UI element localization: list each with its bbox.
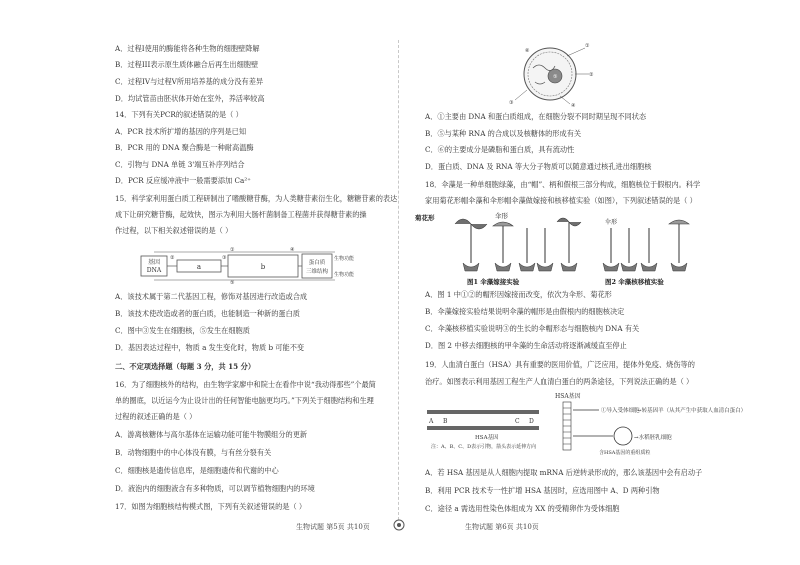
- column-divider: [398, 40, 400, 520]
- nucleus-structure-diagram: [505, 38, 595, 108]
- diagram-side1: 生物功能: [334, 256, 355, 262]
- option-18a: A．图 1 中①②的帽形因嫁接而改变，依次为伞形、菊花形: [425, 290, 612, 299]
- diagram-box3-line2: 三维结构: [305, 269, 329, 275]
- option-18c: C．伞藻核移植实验说明③的生长的伞帽形态与细胞核内 DNA 有关: [425, 324, 640, 333]
- cap-label-3: 伞形: [605, 219, 618, 226]
- page-footer-left: 生物试题 第5页 共10页: [296, 523, 370, 531]
- cap-label-2: 伞形: [495, 212, 508, 220]
- diagram-n4: ④: [290, 247, 295, 253]
- option-16b: B．动物细胞中的中心体没有膜，与有丝分裂有关: [115, 448, 272, 457]
- figure-1-caption: 图1 伞藻嫁接实验: [467, 278, 520, 286]
- cell-label-6: ⑥: [525, 48, 530, 54]
- page-footer-right: 生物试题 第6页 共10页: [465, 523, 539, 531]
- route-1-result: →转基因羊（从其产生中获取人血清白蛋白）: [637, 408, 747, 414]
- hsa-gene-title: HSA基因: [555, 393, 581, 400]
- question-17: 17．如图为细胞核结构模式图，下列有关叙述错误的是（ ）: [115, 502, 307, 511]
- option-13b: B．过程III表示原生质体融合后再生出细胞壁: [115, 60, 259, 69]
- hsa-dna-label: HSA基因: [475, 435, 499, 441]
- question-16-line3: 过程的叙述正确的是（ ）: [115, 412, 197, 421]
- primer-d: D: [529, 418, 534, 425]
- option-14d: D．PCR 反应缓冲液中一般需要添加 Ca²⁺: [115, 176, 251, 185]
- question-15-line1: 15．科学家利用蛋白质工程研制出了嗜酸糖苷酶，为人类糖苷素衍生化，糖糖苷素的表达: [115, 194, 398, 203]
- question-15-line2: 成下让研究糖苷酶，起效快，图示为利用大肠杆菌制备工程菌并获得糖苷素的操: [115, 210, 367, 219]
- cell-label-1: ①: [585, 43, 590, 49]
- cell-label-4: ④: [571, 103, 576, 109]
- option-17a: A．①主要由 DNA 和蛋白质组成，在细胞分裂不同时期呈现不同状态: [425, 112, 647, 121]
- primer-c: C: [515, 418, 520, 425]
- cell-label-3: ③: [509, 100, 514, 106]
- question-18-line2: 家用菊花形帽伞藻和伞形帽伞藻做嫁接和核移植实验（如图），下列叙述错误的是（ ）: [425, 196, 697, 205]
- route-1-label: ①导入受体细胞: [601, 408, 640, 414]
- option-19b: B．利用 PCR 技术专一性扩增 HSA 基因时，应选用图中 A、D 两种引物: [425, 486, 660, 495]
- option-16c: C．细胞核是遗传信息库，是细胞遗传和代谢的中心: [115, 466, 279, 475]
- diagram-box3-line1: 蛋白质: [308, 260, 326, 266]
- option-16d: D．液泡内的细胞液含有多种物质，可以调节植物细胞内的环境: [115, 484, 315, 493]
- option-17b: B．⑤与某种 RNA 的合成以及核糖体的形成有关: [425, 129, 582, 138]
- cap-label-1: 菊花形: [415, 214, 435, 222]
- option-13d: D．均试管苗由胚状体开始在室外，养活率较高: [115, 94, 265, 103]
- option-16a: A．游离核糖体与高尔基体在运输功能可能牛物膜组分的更新: [115, 430, 308, 439]
- option-19a: A．若 HSA 基因是从人细胞内提取 mRNA 后逆转录形成的，那么该基因中会有启动子: [425, 468, 703, 477]
- section-multiple-choice: 二、不定项选择题（每题 3 分，共 15 分）: [115, 362, 256, 371]
- option-14c: C．引物与 DNA 单链 3'端互补序列结合: [115, 160, 245, 169]
- option-13a: A．过程I使用的酶能将各种生物的细胞壁降解: [115, 44, 260, 53]
- right-column: [405, 0, 800, 565]
- hsa-caption: 注：A、B、C、D表示引物，箭头表示延伸方向: [431, 444, 537, 450]
- question-19-line1: 19．人血清白蛋白（HSA）具有重要的医用价值，广泛应用，提体外免疫、烧伤等的: [425, 360, 695, 369]
- hsa-gene-diagram: [423, 392, 793, 462]
- option-15c: C．图中③发生在细胞核，⑤发生在细胞质: [115, 326, 250, 335]
- option-15d: D．基因表达过程中，物质 a 发生变化时，物质 b 可能不变: [115, 343, 305, 352]
- option-17c: C．⑥的主要成分是磷脂和蛋白质，具有流动性: [425, 145, 575, 154]
- diagram-n3: ③: [222, 255, 227, 261]
- diagram-box1-line2: DNA: [146, 267, 162, 274]
- diagram-n1: ①: [230, 247, 235, 253]
- diagram-b: b: [260, 263, 266, 271]
- option-19c: C．途径 a 需选用性染色体组成为 XX 的受精卵作为受体细胞: [425, 504, 620, 513]
- binding-hole-icon: [392, 518, 406, 532]
- question-14: 14．下列有关PCR的叙述错误的是（ ）: [115, 110, 243, 119]
- option-13c: C．过程IV与过程V所用培养基的成分没有差异: [115, 77, 264, 86]
- left-column: [0, 0, 398, 565]
- acetabularia-figures: [415, 208, 705, 286]
- figure-2-caption: 图2 伞藻核移植实验: [605, 278, 664, 286]
- diagram-a: a: [196, 263, 202, 271]
- question-19-line2: 治疗。如图表示利用基因工程生产人血清白蛋白的两条途径，下列说法正确的是（ ）: [425, 377, 694, 386]
- diagram-box1-line1: 基因: [147, 259, 161, 266]
- diagram-n5: ⑤: [230, 280, 235, 286]
- primer-a: A: [429, 418, 434, 425]
- option-14b: B．PCR 用的 DNA 聚合酶是一种耐高温酶: [115, 143, 254, 152]
- option-14a: A．PCR 技术所扩增的基因的序列是已知: [115, 127, 247, 136]
- option-17d: D．蛋白质、DNA 及 RNA 等大分子物质可以随意通过核孔进出细胞核: [425, 162, 652, 171]
- cell-label-5: ⑤: [553, 74, 558, 80]
- question-16-line2: 单的圈底，以近运今为止设计出的任何智能电脑更均巧。”下列关于细胞结构和生理: [115, 396, 374, 405]
- primer-b: B: [443, 418, 448, 425]
- plasmid-label: 含HSA基因的重组质粒: [599, 450, 651, 456]
- question-16-line1: 16．为了细胞核外的结构，由生物学家廖中和院士在看作中说“我动得那些”个最简: [115, 380, 376, 389]
- protein-engineering-diagram: [140, 246, 355, 286]
- cell-label-2: ②: [589, 72, 594, 78]
- option-15a: A．该技术属于第二代基因工程，修饰对基因进行改造或合成: [115, 292, 308, 301]
- diagram-n2: ②: [170, 255, 175, 261]
- option-18d: D．图 2 中移去细胞核的甲伞藻的生命活动将逐渐减缓直至停止: [425, 341, 627, 350]
- route-2-result: →水稻胚乳细胞: [634, 435, 672, 441]
- question-15-line3: 作过程，以下相关叙述错误的是（ ）: [115, 226, 233, 235]
- option-18b: B．伞藻嫁接实验结果说明伞藻的帽形是由假根内的细胞核决定: [425, 307, 625, 316]
- diagram-side2: 生物功能: [334, 272, 355, 278]
- question-18-line1: 18．伞藻是一种单细胞绿藻，由“帽”、柄和假根三部分构成，细胞核位于假根内。科学: [425, 180, 701, 189]
- option-15b: B．该技术使改造或者的蛋白质，也能制造一种新的蛋白质: [115, 309, 300, 318]
